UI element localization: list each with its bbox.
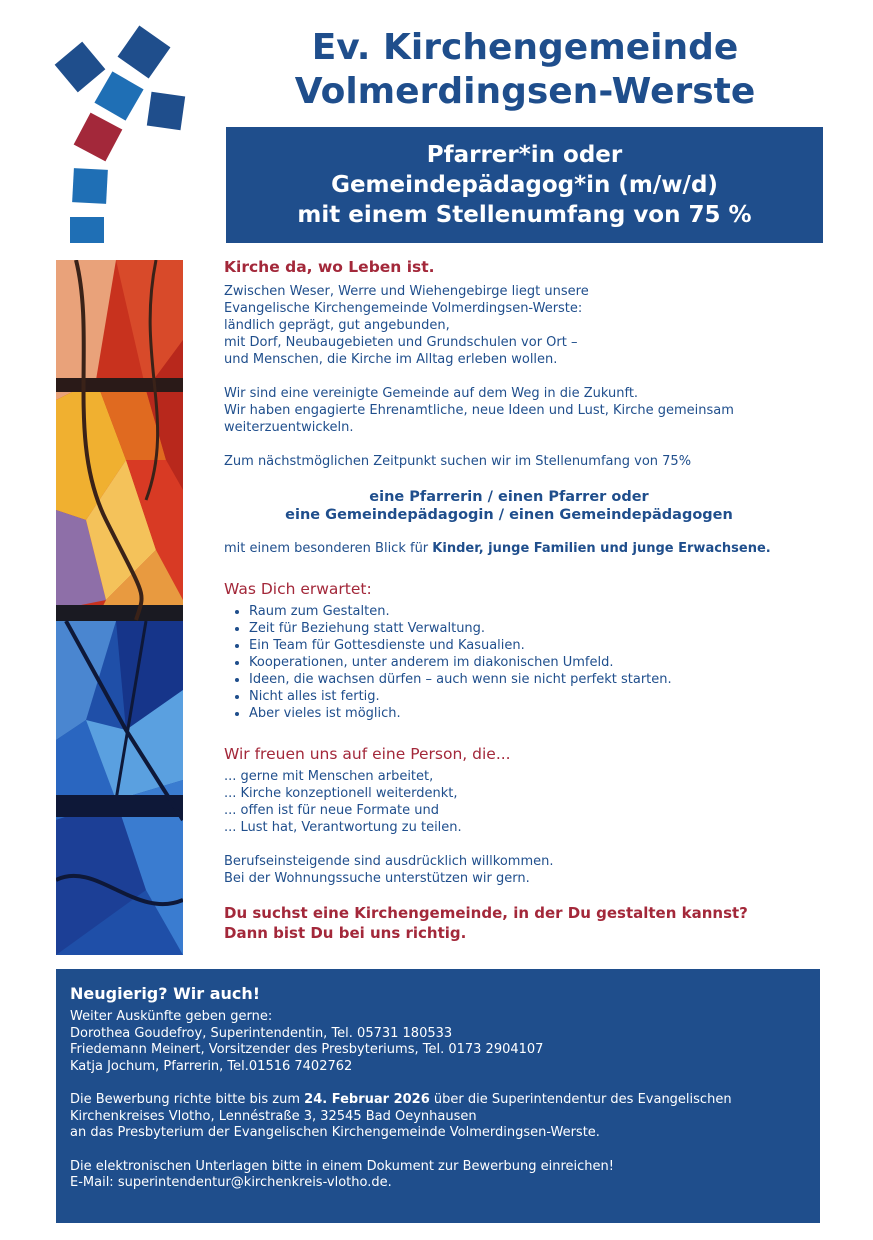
text-line: mit Dorf, Neubaugebieten und Grundschulen vor Ort – <box>224 335 578 350</box>
text-line: ... Kirche konzeptionell weiterdenkt, <box>224 786 458 801</box>
focus-bold: Kinder, junge Familien und junge Erwachsene. <box>432 541 771 556</box>
text-line: Friedemann Meinert, Vorsitzender des Presbyteriums, Tel. 0173 2904107 <box>70 1042 544 1057</box>
logo-square <box>118 26 171 79</box>
intro-paragraph <box>224 283 824 368</box>
main-content <box>224 257 824 943</box>
contact-footer <box>56 969 820 1223</box>
extra-info <box>224 853 824 887</box>
position-banner <box>226 127 823 243</box>
position-title <box>224 488 824 524</box>
section-heading: Wir freuen uns auf eine Person, die... <box>224 745 511 763</box>
focus-prefix: mit einem besonderen Blick für <box>224 541 433 556</box>
person-list <box>224 768 824 836</box>
text-line: Evangelische Kirchengemeinde Volmerdingsen-Werste: <box>224 301 583 316</box>
logo-square <box>74 113 123 162</box>
text-line: weiterzuentwickeln. <box>224 420 354 435</box>
banner-line: Pfarrer*in oder <box>426 142 623 168</box>
list-item: • Kooperationen, unter anderem im diakonischen Umfeld. <box>249 654 824 671</box>
text-line <box>70 1092 806 1109</box>
logo-square <box>147 92 185 130</box>
closing-statement <box>224 903 824 943</box>
banner-line: Gemeindepädagog*in (m/w/d) <box>331 172 718 198</box>
list-item: • Raum zum Gestalten. <box>249 603 824 620</box>
list-item: • Ideen, die wachsen dürfen – auch wenn sie nicht perfekt starten. <box>249 671 824 688</box>
application-date: 24. Februar 2026 <box>304 1092 430 1107</box>
electronic-block <box>70 1159 806 1192</box>
intro-paragraph <box>224 385 824 436</box>
application-block <box>70 1092 806 1142</box>
page-title <box>240 26 810 114</box>
text-line: Bei der Wohnungssuche unterstützen wir gern. <box>224 871 530 886</box>
closing-line: Du suchst eine Kirchengemeinde, in der Du gestalten kannst? <box>224 904 748 922</box>
section-heading: Was Dich erwartet: <box>224 580 372 598</box>
application-suffix: über die Superintendentur des Evangelischen <box>429 1092 732 1107</box>
list-item: • Ein Team für Gottesdienste und Kasualien. <box>249 637 824 654</box>
logo-square <box>94 71 143 120</box>
text-line: Die elektronischen Unterlagen bitte in einem Dokument zur Bewerbung einreichen! <box>70 1158 614 1174</box>
position-line: eine Pfarrerin / einen Pfarrer oder <box>369 489 649 505</box>
text-line: und Menschen, die Kirche im Alltag erleben wollen. <box>224 352 558 367</box>
focus-line <box>224 540 824 557</box>
text-line: Zum nächstmöglichen Zeitpunkt suchen wir im Stellenumfang von 75% <box>224 454 692 469</box>
position-line: eine Gemeindepädagogin / einen Gemeindepädagogen <box>285 507 733 523</box>
stained-glass-image <box>56 260 183 955</box>
banner-line: mit einem Stellenumfang von 75 % <box>297 202 752 228</box>
contact-block <box>70 1009 806 1075</box>
text-line: ländlich geprägt, gut angebunden, <box>224 318 450 333</box>
list-item: • Nicht alles ist fertig. <box>249 688 824 705</box>
text-line: Wir haben engagierte Ehrenamtliche, neue Ideen und Lust, Kirche gemeinsam <box>224 403 734 418</box>
text-line: Wir sind eine vereinigte Gemeinde auf dem Weg in die Zukunft. <box>224 386 639 401</box>
text-line: Dorothea Goudefroy, Superintendentin, Tel. 05731 180533 <box>70 1025 453 1041</box>
text-line: Weiter Auskünfte geben gerne: <box>70 1009 273 1024</box>
section-heading: Kirche da, wo Leben ist. <box>224 258 435 276</box>
title-line: Volmerdingsen-Werste <box>294 71 756 112</box>
text-line: ... offen ist für neue Formate und <box>224 803 439 818</box>
expect-list <box>224 603 824 722</box>
email-line[interactable]: E-Mail: superintendentur@kirchenkreis-vlotho.de. <box>70 1175 392 1190</box>
footer-heading: Neugierig? Wir auch! <box>70 984 261 1003</box>
application-prefix: Die Bewerbung richte bitte bis zum <box>70 1092 305 1107</box>
text-line: Kirchenkreises Vlotho, Lennéstraße 3, 32545 Bad Oeynhausen <box>70 1108 477 1124</box>
text-line: ... gerne mit Menschen arbeitet, <box>224 769 434 784</box>
closing-line: Dann bist Du bei uns richtig. <box>224 924 467 942</box>
text-line: ... Lust hat, Verantwortung zu teilen. <box>224 820 462 835</box>
stained-glass-graphic <box>56 260 183 955</box>
list-item: • Zeit für Beziehung statt Verwaltung. <box>249 620 824 637</box>
title-line: Ev. Kirchengemeinde <box>311 27 739 68</box>
logo-square <box>70 217 104 243</box>
text-line: Berufseinsteigende sind ausdrücklich willkommen. <box>224 854 554 869</box>
logo-square <box>55 42 106 93</box>
list-item: • Aber vieles ist möglich. <box>249 705 824 722</box>
logo-square <box>72 168 108 204</box>
text-line: Zwischen Weser, Werre und Wiehengebirge liegt unsere <box>224 284 589 299</box>
text-line: an das Presbyterium der Evangelischen Kirchengemeinde Volmerdingsen-Werste. <box>70 1125 600 1140</box>
text-line: Katja Jochum, Pfarrerin, Tel.01516 7402762 <box>70 1058 353 1074</box>
